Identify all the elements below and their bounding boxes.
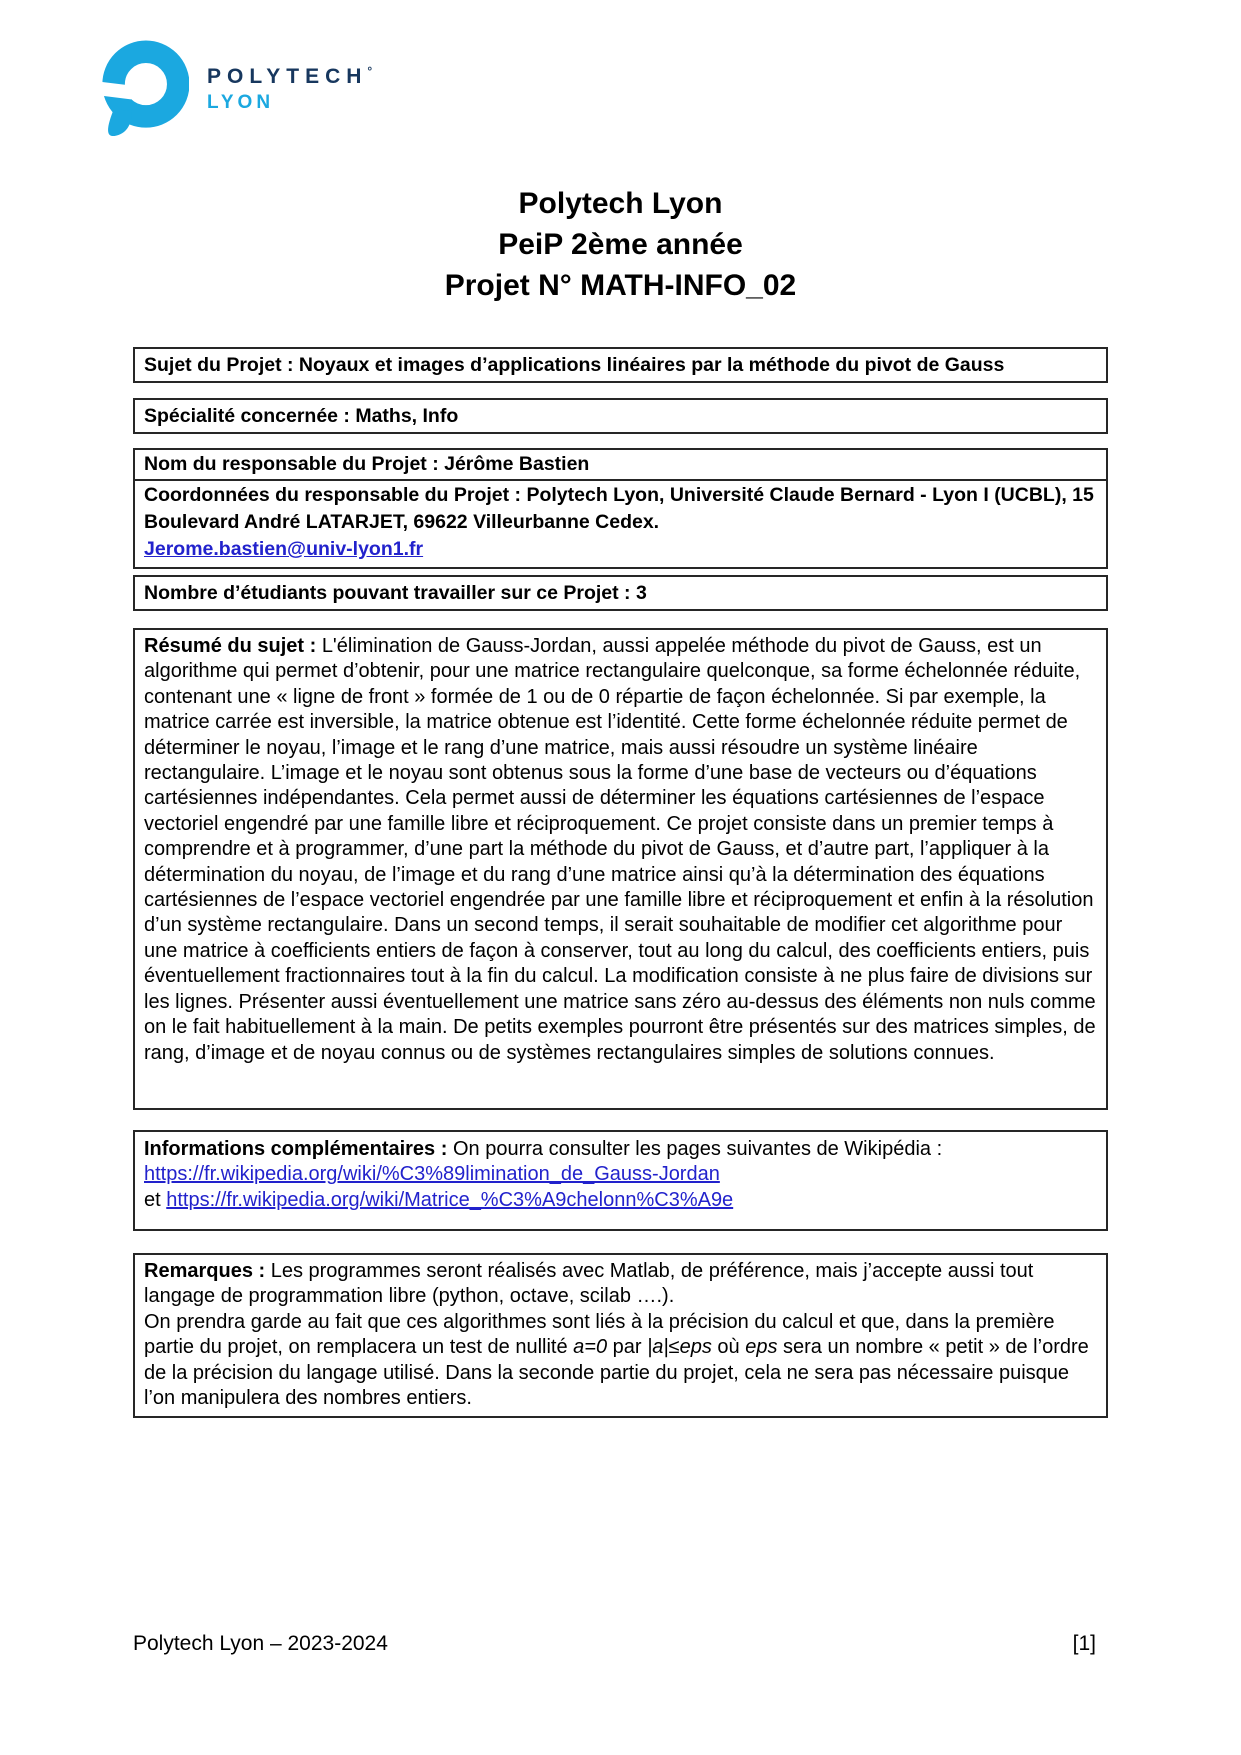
text-run: Résumé du sujet : xyxy=(144,635,322,657)
remarques-para-1 xyxy=(144,1259,1097,1310)
informations-line-3 xyxy=(144,1188,1097,1213)
logo-text xyxy=(207,60,372,114)
text-run: par xyxy=(607,1336,648,1359)
footer-page-number: [1] xyxy=(1072,1632,1096,1655)
etudiants-text xyxy=(144,579,1097,607)
title-line-3: Projet N° MATH-INFO_02 xyxy=(444,269,797,302)
text-run: Coordonnées du responsable du Projet : Polytech Lyon, Université Claude Bernard - Lyon I (UCBL), 15 Boulevard André LATARJET, 69622 Villeurbanne Cedex. xyxy=(144,484,1094,533)
wiki-link-matrice-echelonnee[interactable]: https://fr.wikipedia.org/wiki/Matrice_%C3%A9chelonn%C3%A9e xyxy=(166,1188,734,1211)
informations-line-2 xyxy=(144,1162,1097,1187)
informations-box xyxy=(133,1130,1108,1231)
text-run: On prendra garde au fait que ces algorithmes sont liés à la précision du calcul et que, dans la première partie du projet, on remplacera un test de nullité xyxy=(144,1310,1055,1359)
responsable-nom-row xyxy=(135,450,1106,479)
responsable-table xyxy=(133,448,1108,569)
page-title xyxy=(0,183,1241,306)
brand-name xyxy=(207,60,372,88)
informations-line-1 xyxy=(144,1137,1097,1162)
title-line-1: Polytech Lyon xyxy=(518,187,723,220)
brand-word: POLYTECH xyxy=(207,65,368,88)
responsable-nom-text xyxy=(144,451,1097,478)
text-run: Sujet du Projet : Noyaux et images d’applications linéaires par la méthode du pivot de Gauss xyxy=(144,354,1005,376)
text-run: où xyxy=(711,1336,746,1359)
text-run: et xyxy=(144,1188,167,1211)
text-run: On pourra consulter les pages suivantes de Wikipédia : xyxy=(452,1138,943,1160)
sujet-text xyxy=(144,351,1097,379)
etudiants-box xyxy=(133,575,1108,611)
text-run: Remarques : xyxy=(144,1260,271,1282)
text-run: eps xyxy=(745,1336,778,1359)
remarques-para-2 xyxy=(144,1310,1097,1412)
text-run: L'élimination de Gauss-Jordan, aussi appelée méthode du pivot de Gauss, est un algorithme qui permet d’obtenir, pour une matrice rectangulaire quelconque, sa forme échelonnée réduite, contenant une « ligne de front » formée de 1 ou de 0 répartie de façon échelonnée. Si par exemple, la matrice carrée est inversible, la matrice obtenue est l’identité. Cette forme échelonnée réduite permet de déterminer le noyau, l’image et le rang d’une matrice, mais aussi résoudre un système linéaire rectangulaire. L’image et le noyau sont obtenus sous la forme d’une base de vecteurs ou d’équations cartésiennes indépendantes. Cela permet aussi de déterminer les équations cartésiennes de l’espace vectoriel engendré par une famille libre et réciproquement. Ce projet consiste dans un premier temps à comprendre et à programmer, d’une part la méthode du pivot de Gauss, et d’autre part, l’appliquer à la détermination du noyau, de l’image et du rang d’une matrice ainsi qu’à la détermination des équations cartésiennes de l’espace vectoriel engendrée par une famille libre et réciproquement et enfin à la résolution d’un système rectangulaire. Dans un second temps, il serait souhaitable de modifier cet algorithme pour une matrice à coefficients entiers de façon à conserver, tout au long du calcul, des coefficients entiers, puis éventuellement fractionnaires tout à la fin du calcul. La modification consiste à ne plus faire de divisions sur les lignes. Présenter aussi éventuellement une matrice sans zéro au-dessus des éléments non nuls comme on le fait habituellement à la main. De petits exemples pourront être présentés sur des matrices simples, de rang, d’image et de noyau connus ou de systèmes rectangulaires simples de solutions connues. xyxy=(144,635,1096,1064)
title-line-2: PeiP 2ème année xyxy=(498,228,743,261)
text-run: Nombre d’étudiants pouvant travailler sur ce Projet : 3 xyxy=(144,582,647,604)
resume-box xyxy=(133,628,1108,1110)
remarques-box xyxy=(133,1253,1108,1418)
specialite-box xyxy=(133,398,1108,434)
sujet-box xyxy=(133,347,1108,383)
footer-text: Polytech Lyon – 2023-2024 xyxy=(133,1632,388,1655)
text-run: |a|≤eps xyxy=(647,1336,712,1359)
responsable-coordonnees-text xyxy=(144,482,1097,536)
text-run: a=0 xyxy=(573,1336,608,1359)
text-run: Spécialité concernée : Maths, Info xyxy=(144,405,459,427)
wiki-link-gauss-jordan[interactable]: https://fr.wikipedia.org/wiki/%C3%89limination_de_Gauss-Jordan xyxy=(144,1163,720,1186)
polytech-logo xyxy=(95,38,395,138)
text-run: Les programmes seront réalisés avec Matlab, de préférence, mais j’accepte aussi tout langage de programmation libre (python, octave, scilab ….). xyxy=(144,1260,1034,1308)
specialite-text xyxy=(144,402,1097,430)
email-link[interactable]: Jerome.bastien@univ-lyon1.fr xyxy=(144,538,424,560)
text-run: Nom du responsable du Projet : Jérôme Bastien xyxy=(144,453,590,475)
responsable-coordonnees-row xyxy=(135,479,1106,567)
trademark-icon: ° xyxy=(367,64,373,78)
resume-text xyxy=(144,634,1097,1066)
text-run: sera un nombre « petit » de l’ordre de la précision du langage utilisé. Dans la seconde partie du projet, cela ne sera pas nécessaire puisque l’on manipulera des nombres entiers. xyxy=(144,1336,1089,1410)
responsable-email-line xyxy=(144,536,1097,563)
text-run: Informations complémentaires : xyxy=(144,1138,453,1160)
brand-city: LYON xyxy=(207,92,275,113)
polytech-p-icon xyxy=(95,40,189,138)
